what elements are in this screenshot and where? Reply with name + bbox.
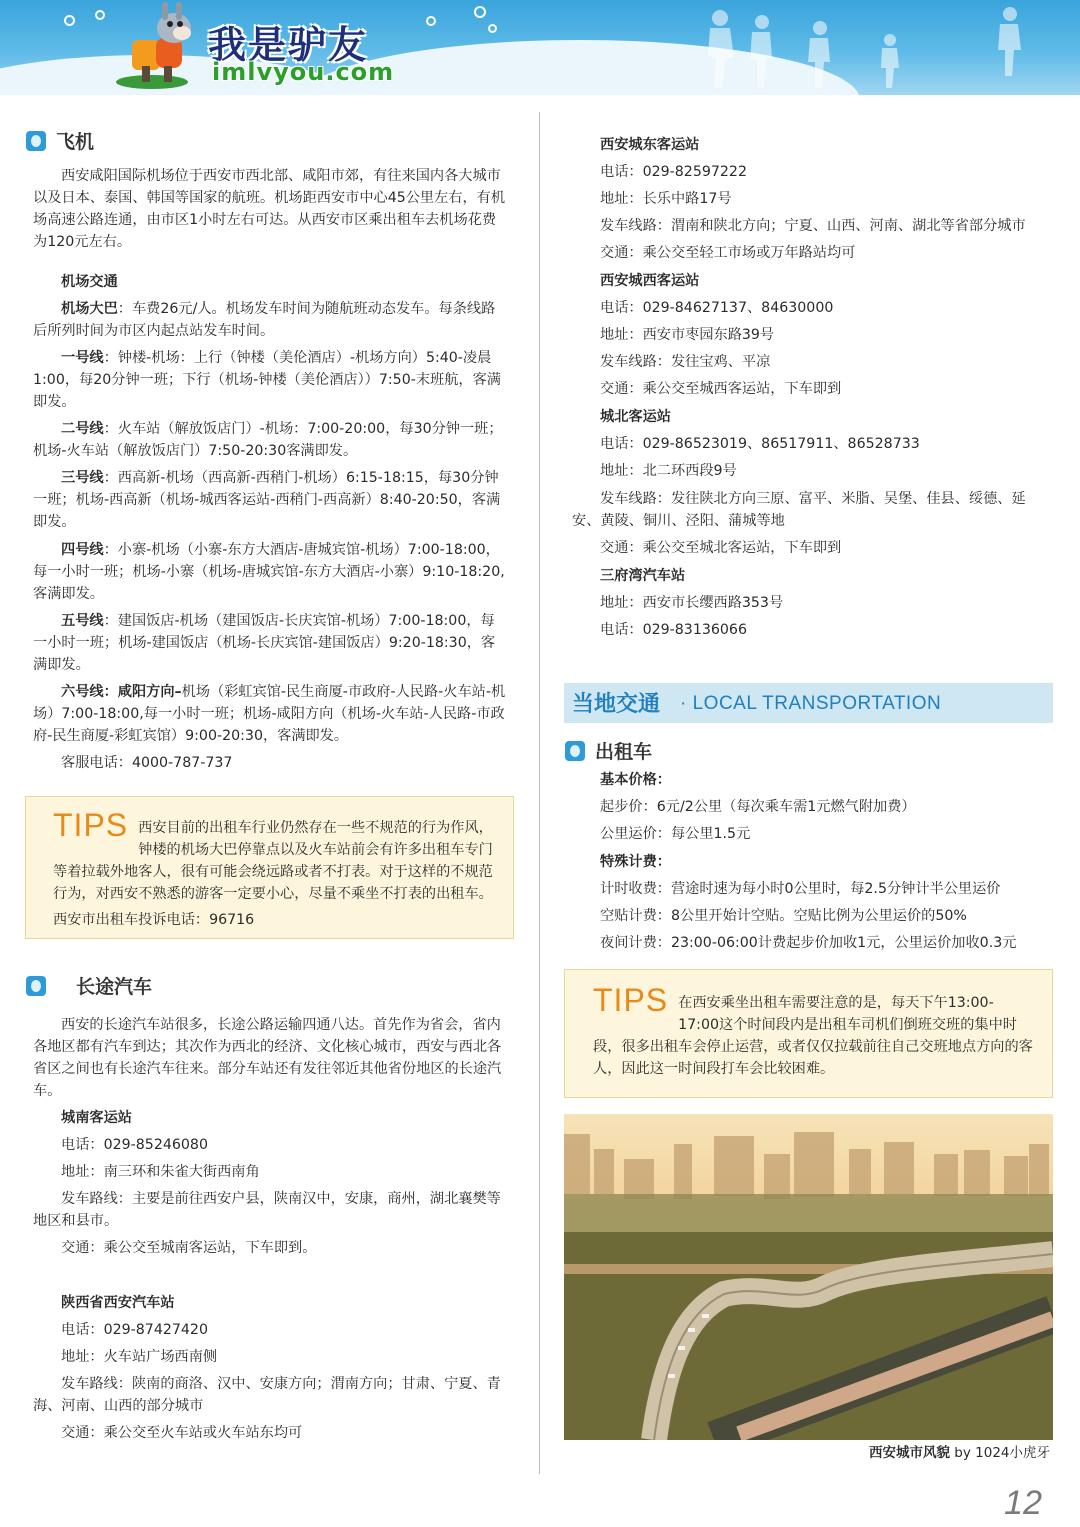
- line-text: ：西高新-机场（西高新-西稍门-机场）6:15-18:15，每30分钟一班；机场-西高新（机场-城西客运站-西稍门-西高新）8:40-20:50，客满即发。: [33, 470, 501, 530]
- station-routes: 发车路线：主要是前往西安户县，陕南汉中，安康，商州，湖北襄樊等地区和县市。: [33, 1191, 501, 1229]
- section-taxi-title: [565, 737, 652, 764]
- taxi-timing: 计时收费：营途时速为每小时0公里时，每2.5分钟计半公里运价: [600, 881, 1001, 897]
- station-name: 西安城西客运站: [600, 273, 700, 289]
- airport-transport-heading: 机场交通: [61, 274, 118, 290]
- airport-bus-label: 机场大巴: [61, 301, 118, 317]
- taxi-special-heading: 特殊计费：: [600, 854, 671, 870]
- station-address: 地址：南三环和朱雀大街西南角: [61, 1164, 260, 1180]
- bus-line-4: [33, 539, 508, 605]
- station-name: 西安城东客运站: [600, 137, 700, 153]
- bubble-icon: [488, 24, 497, 33]
- taxi-base-price-heading: 基本价格：: [600, 772, 671, 788]
- bus-line-6: [33, 681, 508, 747]
- balloon-icon: [26, 976, 46, 996]
- station-transit: 交通：乘公交至城西客运站，下车即到: [600, 381, 842, 397]
- station-transit: 交通：乘公交至城南客运站，下车即到。: [61, 1240, 317, 1256]
- station-name: 陕西省西安汽车站: [61, 1295, 175, 1311]
- caption-title: 西安城市风貌: [869, 1445, 950, 1461]
- tips-left-text: 西安目前的出租车行业仍然存在一些不规范的行为作风，钟楼的机场大巴停靠点以及火车站前会有许多出租车专门等着拉载外地客人，很有可能会绕远路或者不打表。对于这样的不规范行为，对西安不熟悉的游客一定要小心，尽量不乘坐不打表的出租车。: [53, 820, 493, 902]
- station-name: 三府湾汽车站: [600, 568, 686, 584]
- page-number: 12: [1004, 1484, 1042, 1522]
- bus-line-1: [33, 347, 508, 413]
- tips-left-body: [53, 805, 505, 931]
- tips-label: TIPS: [53, 807, 129, 843]
- section-title-text: 长途汽车: [76, 976, 153, 998]
- line-label: 一号线: [61, 350, 104, 366]
- line-text: ：火车站（解放饭店门）-机场：7:00-20:00，每30分钟一班；机场-火车站（解放饭店门）7:50-20:30客满即发。: [33, 421, 503, 459]
- station-phone: 电话：029-84627137、84630000: [600, 300, 834, 316]
- section-title-text: 出租车: [595, 741, 653, 763]
- station-transit: 交通：乘公交至轻工市场或万年路站均可: [600, 245, 856, 261]
- banner-title-en: · LOCAL TRANSPORTATION: [680, 693, 942, 714]
- line-text: ：钟楼-机场：上行（钟楼（美伦酒店）-机场方向）5:40-凌晨1:00，每20分钟一班；下行（机场-钟楼（美伦酒店））7:50-末班航，客满即发。: [33, 350, 501, 410]
- tips-label: TIPS: [593, 982, 669, 1018]
- hikers-silhouette-icon: [680, 0, 1060, 95]
- station-routes: 发车线路：发往陕北方向三原、富平、米脂、吴堡、佳县、绥德、延安、黄陵、铜川、泾阳、蒲城等地: [572, 491, 1026, 529]
- tips-right-body: [593, 980, 1033, 1080]
- taxi-complaint-hotline: 西安市出租车投诉电话：96716: [53, 912, 255, 928]
- photo-caption: [700, 1441, 1050, 1461]
- station-routes: 发车线路：渭南和陕北方向；宁夏、山西、河南、湖北等省部分城市: [600, 218, 1026, 234]
- station-phone: 电话：029-85246080: [61, 1137, 208, 1153]
- line-text: ：小寨-机场（小寨-东方大酒店-唐城宾馆-机场）7:00-18:00，每一小时一班；机场-小寨（机场-唐城宾馆-东方大酒店-小寨）9:10-18:20,客满即发。: [33, 542, 505, 602]
- line-label: 六号线：咸阳方向–: [61, 684, 182, 700]
- bus-line-3: [33, 467, 508, 533]
- logo-domain: imlvyou.com: [212, 58, 395, 86]
- line-label: 二号线: [61, 421, 104, 437]
- column-divider: [539, 112, 540, 1474]
- taxi-per-km: 公里运价：每公里1.5元: [600, 826, 751, 842]
- bus-line-2: [33, 418, 508, 462]
- station-address: 地址：北二环西段9号: [600, 463, 737, 479]
- station-address: 地址：火车站广场西南侧: [61, 1349, 218, 1365]
- plane-intro: 西安咸阳国际机场位于西安市西北部、咸阳市郊，有往来国内各大城市以及日本、泰国、韩国等国家的航班。机场距西安市中心45公里左右，有机场高速公路连通，由市区1小时左右可达。从西安市区乘出租车去机场花费为120元左右。: [33, 168, 506, 250]
- station-name: 城北客运站: [600, 409, 671, 425]
- line-text: 机场（彩虹宾馆-民生商厦-市政府-人民路-火车站-机场）7:00-18:00,每一小时一班；机场-咸阳方向（机场-火车站-人民路-市政府-民生商厦-彩虹宾馆）9:00-20:30，客满即发。: [33, 684, 506, 744]
- station-transit: 交通：乘公交至火车站或火车站东均可: [61, 1425, 303, 1441]
- page-header: [0, 0, 1080, 95]
- logo-chinese: 我是驴友: [208, 23, 369, 67]
- caption-credit: by 1024小虎牙: [950, 1445, 1050, 1461]
- station-phone: 电话：029-86523019、86517911、86528733: [600, 436, 920, 452]
- tips-right-text: 在西安乘坐出租车需要注意的是，每天下午13:00-17:00这个时间段内是出租车司机们倒班交班的集中时段，很多出租车会停止运营，或者仅仅拉载前往自己交班地点方向的客人，因此这一时间段打车会比较困难。: [593, 995, 1033, 1077]
- station-phone: 电话：029-83136066: [600, 622, 747, 638]
- bubble-icon: [426, 16, 436, 26]
- local-transport-banner: [564, 683, 1053, 723]
- station-routes: 发车路线：陕南的商洛、汉中、安康方向；渭南方向；甘肃、宁夏、青海、河南、山西的部分城市: [33, 1376, 501, 1414]
- station-address: 地址：西安市枣园东路39号: [600, 327, 775, 343]
- airport-hotline: 客服电话：4000-787-737: [61, 755, 233, 771]
- airport-bus-info: [33, 298, 508, 342]
- taxi-empty-charge: 空贴计费：8公里开始计空贴。空贴比例为公里运价的50%: [600, 908, 967, 924]
- balloon-icon: [565, 741, 585, 761]
- city-photo: [564, 1114, 1053, 1440]
- station-phone: 电话：029-87427420: [61, 1322, 208, 1338]
- station-address: 地址：西安市长缨西路353号: [600, 595, 784, 611]
- station-address: 地址：长乐中路17号: [600, 191, 732, 207]
- taxi-night-charge: 夜间计费：23:00-06:00计费起步价加收1元，公里运价加收0.3元: [600, 935, 1017, 951]
- tips-box-right: [564, 969, 1053, 1098]
- balloon-icon: [26, 131, 46, 151]
- bubble-icon: [474, 6, 486, 18]
- bus-line-5: [33, 610, 508, 676]
- line-text: ：建国饭店-机场（建国饭店-长庆宾馆-机场）7:00-18:00，每一小时一班；机场-建国饭店（机场-长庆宾馆-建国饭店）9:20-18:30，客满即发。: [33, 613, 496, 673]
- line-label: 五号线: [61, 613, 104, 629]
- station-routes: 发车线路：发往宝鸡、平凉: [600, 354, 771, 370]
- section-coach-title: [26, 972, 152, 999]
- section-plane-title: [26, 127, 94, 154]
- taxi-start-price: 起步价：6元/2公里（每次乘车需1元燃气附加费）: [600, 799, 916, 815]
- banner-title-cn: 当地交通: [572, 692, 661, 717]
- airport-bus-text: ：车费26元/人。机场发车时间为随航班动态发车。每条线路后所列时间为市区内起点站发车时间。: [33, 301, 496, 339]
- station-phone: 电话：029-82597222: [600, 164, 747, 180]
- coach-intro: 西安的长途汽车站很多，长途公路运输四通八达。首先作为省会，省内各地区都有汽车到达；其次作为西北的经济、文化核心城市，西安与西北各省区之间也有长途汽车往来。部分车站还有发往邻近其他省份地区的长途汽车。: [33, 1017, 502, 1099]
- tips-box-left: [25, 796, 514, 939]
- line-label: 三号线: [61, 470, 104, 486]
- station-name: 城南客运站: [61, 1110, 132, 1126]
- bubble-icon: [64, 15, 75, 26]
- bubble-icon: [95, 10, 105, 20]
- station-transit: 交通：乘公交至城北客运站，下车即到: [600, 540, 842, 556]
- line-label: 四号线: [61, 542, 104, 558]
- section-title-text: 飞机: [56, 131, 95, 153]
- donkey-mascot-icon: [112, 0, 212, 95]
